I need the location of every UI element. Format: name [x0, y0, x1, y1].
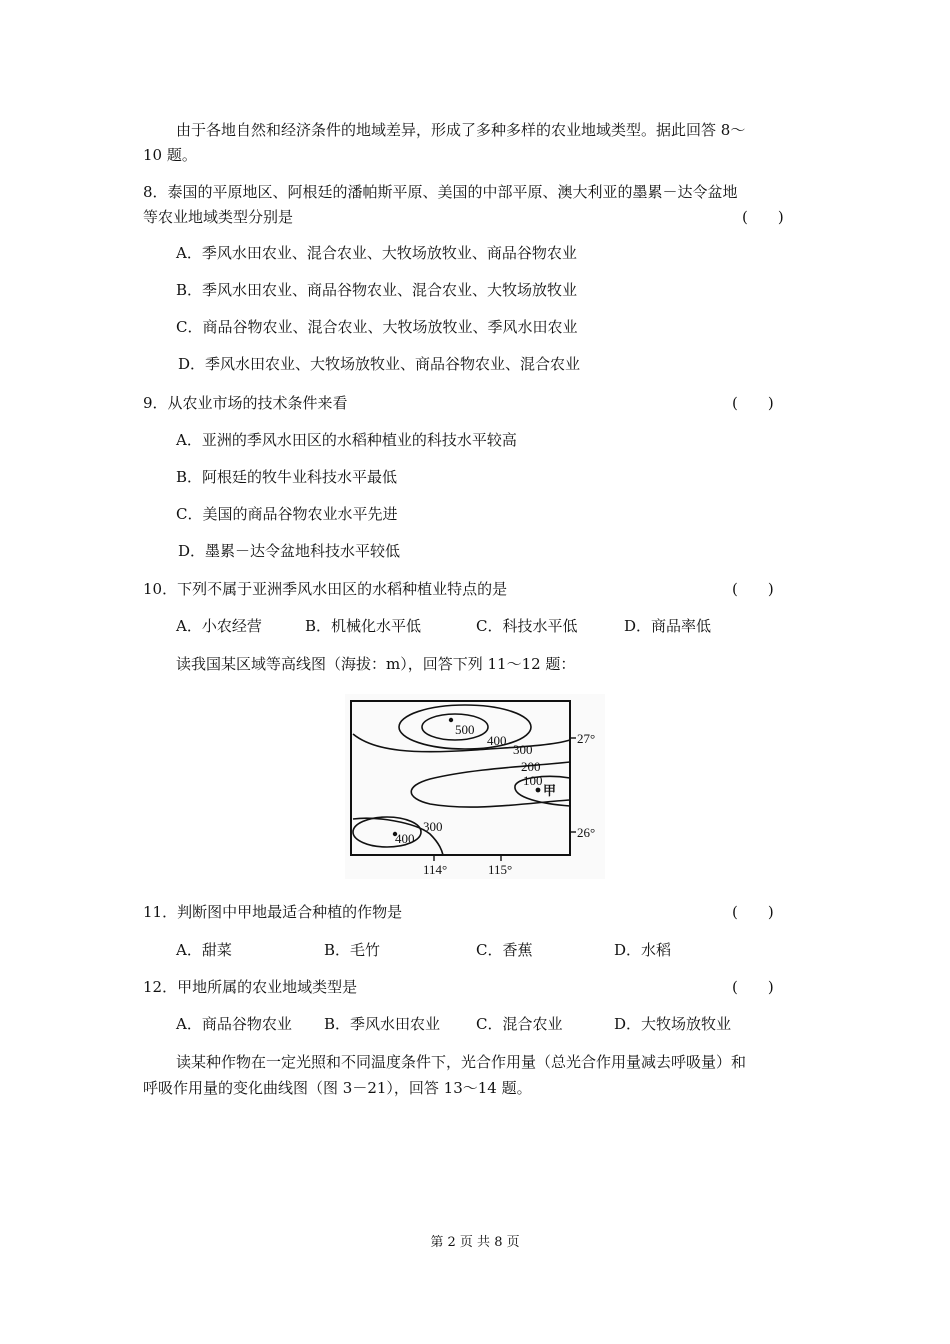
label-100: 100: [523, 773, 543, 788]
contour-map: [345, 694, 605, 879]
q10-option-b: B．机械化水平低: [305, 617, 422, 635]
label-lon-115: 115°: [488, 862, 513, 877]
q12-option-d: D．大牧场放牧业: [614, 1015, 732, 1033]
intro-13-14-line2: 呼吸作用量的变化曲线图（图 3－21），回答 13～14 题。: [143, 1079, 532, 1097]
label-lon-114: 114°: [423, 862, 448, 877]
q12-option-a: A．商品谷物农业: [176, 1015, 292, 1033]
q9-stem: 9．从农业市场的技术条件来看: [143, 394, 348, 412]
q12-option-c: C．混合农业: [476, 1015, 563, 1033]
q10-stem: 10．下列不属于亚洲季风水田区的水稻种植业特点的是: [143, 580, 508, 598]
intro-13-14-line1: 读某种作物在一定光照和不同温度条件下，光合作用量（总光合作用量减去呼吸量）和: [176, 1053, 747, 1071]
label-200: 200: [521, 759, 541, 774]
intro-8-10-line1: 由于各地自然和经济条件的地域差异，形成了多种多样的农业地域类型。据此回答 8～: [176, 121, 746, 139]
q9-option-d: D．墨累－达令盆地科技水平较低: [178, 542, 401, 560]
q12-option-b: B．季风水田农业: [324, 1015, 441, 1033]
q11-option-a: A．甜菜: [176, 941, 232, 959]
q8-stem-line1: 8．泰国的平原地区、阿根廷的潘帕斯平原、美国的中部平原、澳大利亚的墨累－达令盆地: [143, 183, 738, 201]
q11-option-d: D．水稻: [614, 941, 672, 959]
q11-stem: 11．判断图中甲地最适合种植的作物是: [143, 903, 403, 921]
q8-option-c: C．商品谷物农业、混合农业、大牧场放牧业、季风水田农业: [176, 318, 578, 336]
q9-option-b: B．阿根廷的牧牛业科技水平最低: [176, 468, 398, 486]
q8-option-b: B．季风水田农业、商品谷物农业、混合农业、大牧场放牧业: [176, 281, 578, 299]
label-lat-27: 27°: [577, 731, 596, 746]
label-300-top: 300: [513, 742, 533, 757]
label-place-jia: 甲: [543, 784, 557, 799]
label-400-top: 400: [487, 733, 507, 748]
intro-11-12: 读我国某区域等高线图（海拔：m），回答下列 11～12 题：: [176, 655, 576, 673]
q8-stem-line2: 等农业地域类型分别是: [143, 208, 294, 226]
place-jia-point: [536, 788, 541, 793]
label-300-bottom: 300: [423, 819, 443, 834]
q10-option-c: C．科技水平低: [476, 617, 578, 635]
contour-map-svg: [345, 694, 605, 879]
q11-answer-paren: ( ): [732, 903, 774, 921]
q10-option-d: D．商品率低: [624, 617, 712, 635]
q10-option-a: A．小农经营: [176, 617, 262, 635]
q9-answer-paren: ( ): [732, 394, 774, 412]
q8-option-a: A．季风水田农业、混合农业、大牧场放牧业、商品谷物农业: [176, 244, 577, 262]
q8-answer-paren: ( ): [742, 208, 784, 226]
q10-answer-paren: ( ): [732, 580, 774, 598]
q9-option-a: A．亚洲的季风水田区的水稻种植业的科技水平较高: [176, 431, 517, 449]
intro-8-10-line2: 10 题。: [143, 146, 197, 164]
page-footer: 第 2 页 共 8 页: [430, 1235, 520, 1250]
peak-500-point: [449, 718, 453, 722]
q8-option-d: D．季风水田农业、大牧场放牧业、商品谷物农业、混合农业: [178, 355, 581, 373]
q12-stem: 12．甲地所属的农业地域类型是: [143, 978, 358, 996]
label-400-bottom: 400: [395, 831, 415, 846]
q11-option-c: C．香蕉: [476, 941, 533, 959]
label-lat-26: 26°: [577, 825, 596, 840]
label-500: 500: [455, 722, 475, 737]
q11-option-b: B．毛竹: [324, 941, 381, 959]
q12-answer-paren: ( ): [732, 978, 774, 996]
q9-option-c: C．美国的商品谷物农业水平先进: [176, 505, 398, 523]
